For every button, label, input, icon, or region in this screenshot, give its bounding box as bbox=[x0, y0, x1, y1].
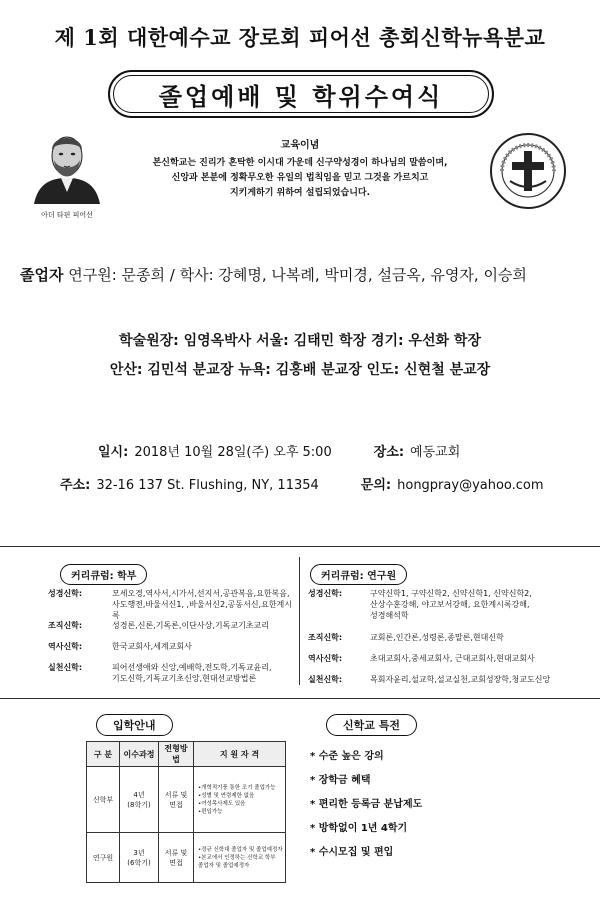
admission-top-divider bbox=[0, 698, 600, 699]
course-cell: 4년 (8학기) bbox=[120, 767, 159, 833]
undergrad-row-systematic bbox=[48, 620, 296, 632]
row-label: 역사신학: bbox=[308, 654, 343, 663]
feature-item: * 편리한 등록금 분납제도 bbox=[310, 799, 423, 810]
place-value: 예동교회 bbox=[410, 445, 461, 460]
address-value: 32-16 137 St. Flushing, NY, 11354 bbox=[96, 478, 319, 493]
method-cell: 서류 및 면접 bbox=[159, 833, 194, 883]
row-items: 기도신학,기독교기초신앙,현대선교방법론 bbox=[112, 674, 257, 683]
row-items: 모세오경,역사서,시가서,선지서,공관복음,요한복음, bbox=[112, 589, 290, 598]
philosophy-line: 본신학교는 진리가 혼탁한 이시대 가운데 신구약성경이 하나님의 말씀이며, bbox=[152, 158, 448, 168]
feature-item: * 수시모집 및 편입 bbox=[310, 847, 394, 858]
row-label: 조직신학: bbox=[308, 633, 343, 642]
portrait-caption: 아더 타핀 피어선 bbox=[41, 211, 93, 219]
requirements-cell: •정규 신학대 졸업자 및 졸업예정자 •본교에서 인정하는 신학교 학부 졸업자 및 졸업예정자 bbox=[194, 833, 286, 883]
row-label: 조직신학: bbox=[48, 621, 83, 630]
course-cell: 3년 (6학기) bbox=[120, 833, 159, 883]
contact-email[interactable]: hongpray@yahoo.com bbox=[397, 478, 544, 493]
header-course: 이수과정 bbox=[120, 742, 159, 767]
curriculum-undergrad-title: 커리큐럼: 학부 bbox=[60, 564, 147, 585]
admission-title: 입학안내 bbox=[96, 714, 173, 736]
place-label: 장소: bbox=[373, 445, 405, 460]
features-title: 신학교 특전 bbox=[326, 714, 417, 736]
grad-row-practical bbox=[308, 674, 598, 686]
contact-label: 문의: bbox=[360, 478, 392, 493]
undergrad-row-bible bbox=[48, 588, 296, 620]
curriculum-top-divider bbox=[0, 546, 600, 547]
row-items: 한국교회사,세계교회사 bbox=[112, 642, 192, 651]
date-label: 일시: bbox=[98, 445, 129, 460]
undergrad-row-practical bbox=[48, 662, 296, 686]
graduates-label: 졸업자 bbox=[20, 266, 64, 284]
row-label: 실천신학: bbox=[48, 663, 83, 672]
curriculum-column-divider bbox=[299, 557, 300, 685]
row-items: 피어선생애와 신앙,예배학,전도학,기독교윤리, bbox=[112, 663, 272, 672]
banner-inner-border bbox=[113, 75, 489, 113]
admission-table bbox=[86, 741, 286, 883]
admission-row-undergrad bbox=[87, 767, 286, 833]
date-value: 2018년 10월 28일(주) 오후 5:00 bbox=[134, 445, 332, 460]
row-items: 성경해석학 bbox=[370, 611, 409, 620]
row-items: 산상수훈강해, 야고보서강해, 요한계시록강해, bbox=[370, 600, 530, 609]
header-method: 전형방법 bbox=[159, 742, 194, 767]
row-items: 교회론,인간론,성령론,종말론,현대신학 bbox=[370, 633, 504, 642]
row-label: 성경신학: bbox=[308, 589, 343, 598]
row-label: 실천신학: bbox=[308, 675, 343, 684]
address-label: 주소: bbox=[60, 478, 91, 493]
feature-item: * 방학없이 1년 4학기 bbox=[310, 823, 408, 834]
undergrad-row-history bbox=[48, 641, 296, 653]
staff-line-1: 학술원장: 임영옥박사 서울: 김태민 학장 경기: 우선화 학장 bbox=[119, 333, 481, 349]
division-cell: 연구원 bbox=[87, 833, 120, 883]
grad-row-systematic bbox=[308, 632, 598, 644]
admission-row-grad bbox=[87, 833, 286, 883]
ceremony-title: 졸업예배 및 학위수여식 bbox=[158, 81, 444, 111]
row-items: 성경론,신론,기독론,이단사상,기독교기초교리 bbox=[112, 621, 270, 630]
row-items: 구약신학1, 구약신학2, 신약신학1, 신약신학2, bbox=[370, 589, 532, 598]
method-cell: 서류 및 면접 bbox=[159, 767, 194, 833]
graduates-line bbox=[20, 264, 527, 285]
requirements-cell: •개혁적기풍 통한 조기 졸업가능 •성별 및 연령제한 없음 •여성목사제도 있음 •편입가능 bbox=[194, 767, 286, 833]
philosophy-line: 지키게하기 위하여 설립되었습니다. bbox=[229, 188, 371, 198]
curriculum-grad-title: 커리큐럼: 연구원 bbox=[310, 564, 407, 585]
ceremony-banner bbox=[108, 70, 494, 118]
admission-header-row bbox=[87, 742, 286, 767]
feature-item: * 수준 높은 강의 bbox=[310, 751, 384, 762]
row-label: 역사신학: bbox=[48, 642, 83, 651]
date-place-line bbox=[98, 441, 460, 460]
philosophy-line: 신앙과 본분에 정확무오한 유일의 법칙임을 믿고 그것을 가르치고 bbox=[171, 173, 429, 183]
division-cell: 신학부 bbox=[87, 767, 120, 833]
header-requirements: 지 원 자 격 bbox=[194, 742, 286, 767]
staff-line-2: 안산: 김민석 분교장 뉴욕: 김홍배 분교장 인도: 신현철 분교장 bbox=[109, 362, 491, 378]
philosophy-title: 교육이념 bbox=[280, 140, 320, 151]
row-label: 성경신학: bbox=[48, 589, 83, 598]
row-items: 초대교회사,중세교회사, 근대교회사,현대교회사 bbox=[370, 654, 535, 663]
row-items: 사도행전,바울서신1, ,바울서신2,공동서신,요한계시록 bbox=[112, 600, 292, 620]
grad-row-bible bbox=[308, 588, 598, 624]
header-division: 구 분 bbox=[87, 742, 120, 767]
row-items: 목회자윤리,설교학,설교실천,교회성장학,청교도신앙 bbox=[370, 675, 551, 684]
grad-row-history bbox=[308, 653, 598, 665]
address-contact-line bbox=[60, 474, 544, 493]
organization-title: 제 1회 대한예수교 장로회 피어선 총회신학뉴욕분교 bbox=[54, 25, 546, 50]
feature-item: * 장학금 혜택 bbox=[310, 775, 371, 786]
graduates-list: 연구원: 문종희 / 학사: 강혜명, 나복례, 박미경, 설금옥, 유영자, 이승희 bbox=[68, 266, 527, 284]
